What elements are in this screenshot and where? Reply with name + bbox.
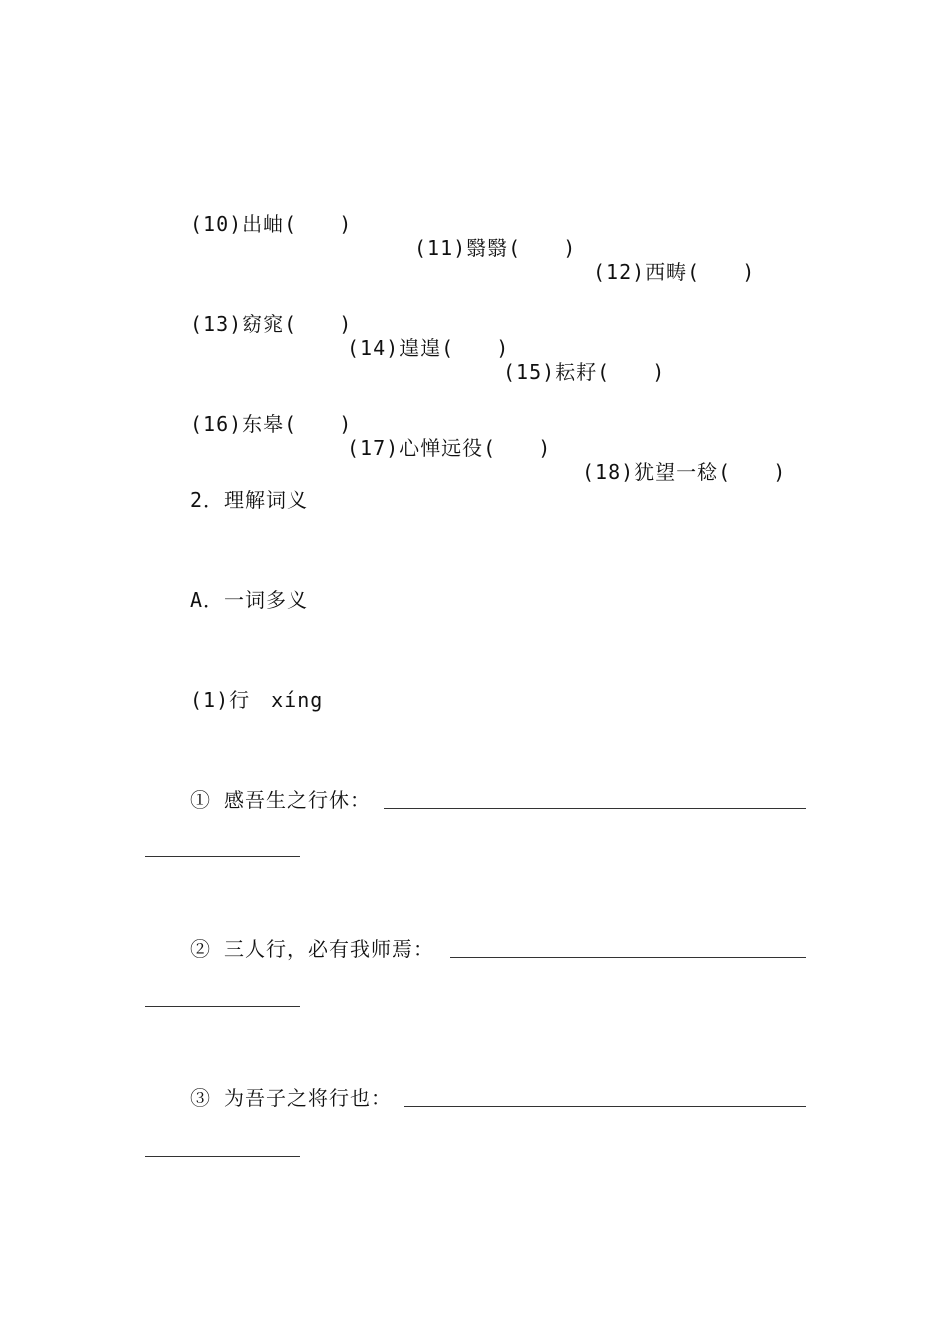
vocab-item-17: (17)心惮远役( ): [347, 436, 552, 460]
answer-line-3a[interactable]: [404, 1106, 806, 1107]
vocab-item-12: (12)西畴( ): [593, 260, 756, 284]
sentence-2-label: ② 三人行，必有我师焉：: [190, 937, 435, 961]
vocab-item-14: (14)遑遑( ): [347, 336, 510, 360]
vocab-item-16: (16)东皋( ): [190, 412, 353, 436]
vocab-item-18: (18)犹望一稔( ): [582, 460, 787, 484]
subsection-heading: A．一词多义: [190, 588, 309, 612]
vocab-row-3: [190, 388, 810, 484]
vocab-item-10: (10)出岫( ): [190, 212, 353, 236]
sentence-3-label: ③ 为吾子之将行也：: [190, 1086, 393, 1110]
answer-line-1b[interactable]: [145, 856, 300, 857]
vocab-item-13: (13)窈窕( ): [190, 312, 353, 336]
vocab-row-1: [190, 188, 810, 284]
vocab-item-15: (15)耘耔( ): [503, 360, 666, 384]
answer-line-3b[interactable]: [145, 1156, 300, 1157]
sentence-1-label: ① 感吾生之行休：: [190, 788, 372, 812]
vocab-row-2: [190, 288, 810, 384]
answer-line-2a[interactable]: [450, 957, 806, 958]
answer-line-1a[interactable]: [384, 808, 806, 809]
vocab-item-11: (11)翳翳( ): [414, 236, 577, 260]
answer-line-2b[interactable]: [145, 1006, 300, 1007]
word-item: (1)行 xíng: [190, 688, 324, 712]
section-heading: 2．理解词义: [190, 488, 309, 512]
